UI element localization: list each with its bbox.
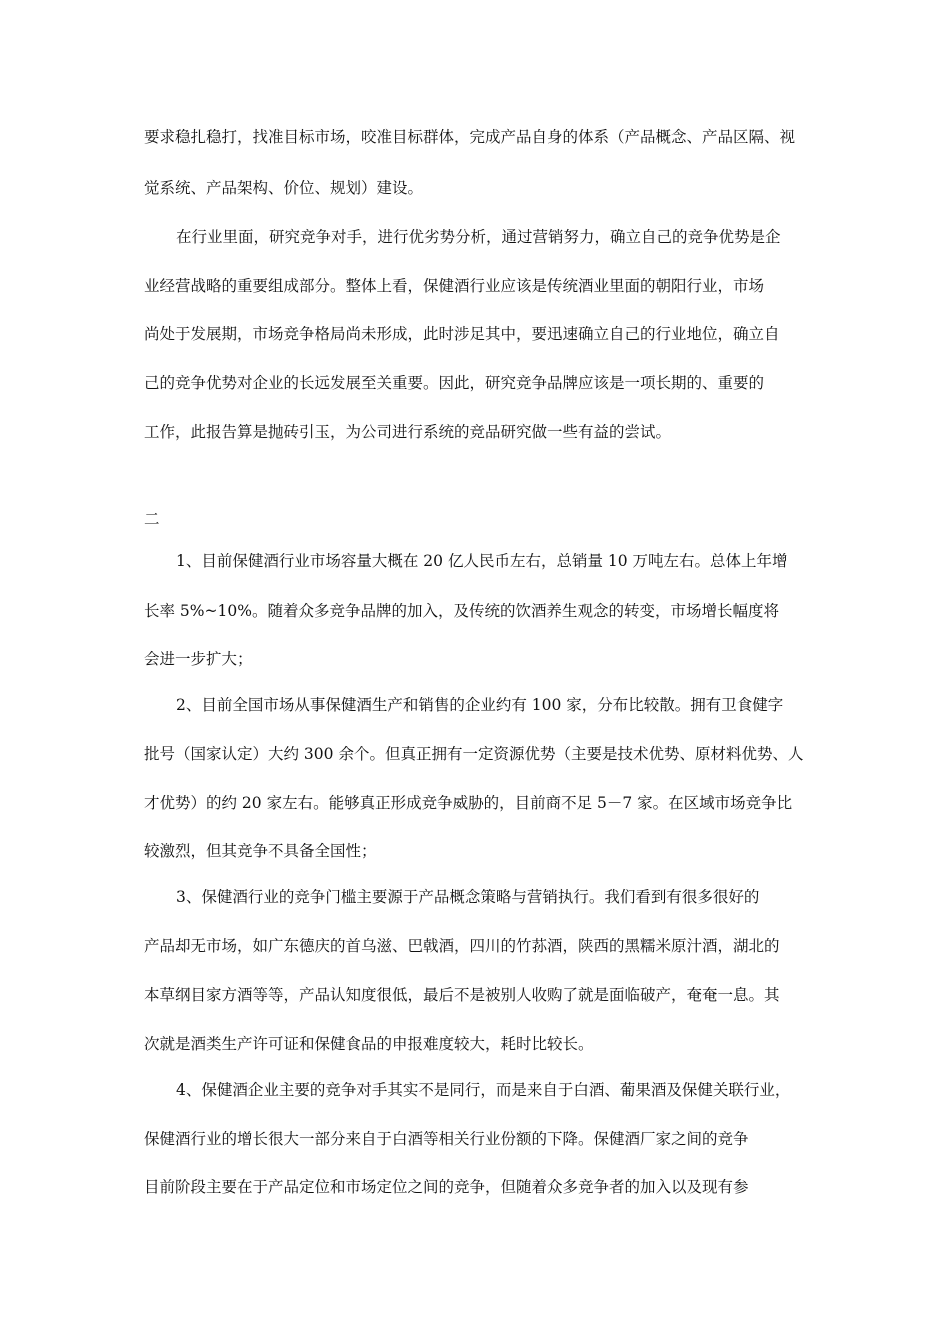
point-1-line-2: 长率 5%~10%。随着众多竞争品牌的加入，及传统的饮酒养生观念的转变，市场增长幅度将 [144,602,779,620]
point-3-line-3: 本草纲目家方酒等等，产品认知度很低，最后不是被别人收购了就是面临破产，奄奄一息。其 [144,986,780,1004]
point-4-line-1: 4、保健酒企业主要的竞争对手其实不是同行，而是来自于白酒、葡果酒及保健关联行业， [176,1081,791,1099]
point-2-line-1: 2、目前全国市场从事保健酒生产和销售的企业约有 100 家，分布比较散。拥有卫食健字 [176,696,784,714]
point-4-line-3: 目前阶段主要在于产品定位和市场定位之间的竞争，但随着众多竞争者的加入以及现有参 [144,1178,749,1196]
point-3-line-2: 产品却无市场，如广东德庆的首乌滋、巴戟酒，四川的竹荪酒，陕西的黑糯米原汁酒，湖北的 [144,937,780,955]
point-2-line-4: 较激烈，但其竞争不具备全国性； [144,842,377,860]
point-3-line-1: 3、保健酒行业的竞争门槛主要源于产品概念策略与营销执行。我们看到有很多很好的 [176,888,760,906]
section-heading: 二 [144,510,160,528]
competition-line-1: 在行业里面，研究竞争对手，进行优劣势分析，通过营销努力，确立自己的竞争优势是企 [176,228,781,246]
point-1-line-1: 1、目前保健酒行业市场容量大概在 20 亿人民币左右，总销量 10 万吨左右。总体上年增 [176,552,788,570]
competition-line-4: 己的竞争优势对企业的长远发展至关重要。因此，研究竞争品牌应该是一项长期的、重要的 [144,374,765,392]
point-2-line-2: 批号（国家认定）大约 300 余个。但真正拥有一定资源优势（主要是技术优势、原材料优势、人 [144,745,804,763]
competition-line-3: 尚处于发展期，市场竞争格局尚未形成，此时涉足其中，要迅速确立自己的行业地位，确立自 [144,325,780,343]
point-2-line-3: 才优势）的约 20 家左右。能够真正形成竞争威胁的，目前商不足 5－7 家。在区域市场竞争比 [144,794,793,812]
competition-line-5: 工作，此报告算是抛砖引玉，为公司进行系统的竞品研究做一些有益的尝试。 [144,423,672,441]
intro-line-1: 要求稳扎稳打，找准目标市场，咬准目标群体，完成产品自身的体系（产品概念、产品区隔、视 [144,128,796,146]
point-3-line-4: 次就是酒类生产许可证和保健食品的申报难度较大，耗时比较长。 [144,1035,594,1053]
point-4-line-2: 保健酒行业的增长很大一部分来自于白酒等相关行业份额的下降。保健酒厂家之间的竞争 [144,1130,749,1148]
competition-line-2: 业经营战略的重要组成部分。整体上看，保健酒行业应该是传统酒业里面的朝阳行业，市场 [144,277,765,295]
point-1-line-3: 会进一步扩大； [144,650,253,668]
intro-line-2: 觉系统、产品架构、价位、规划）建设。 [144,179,424,197]
